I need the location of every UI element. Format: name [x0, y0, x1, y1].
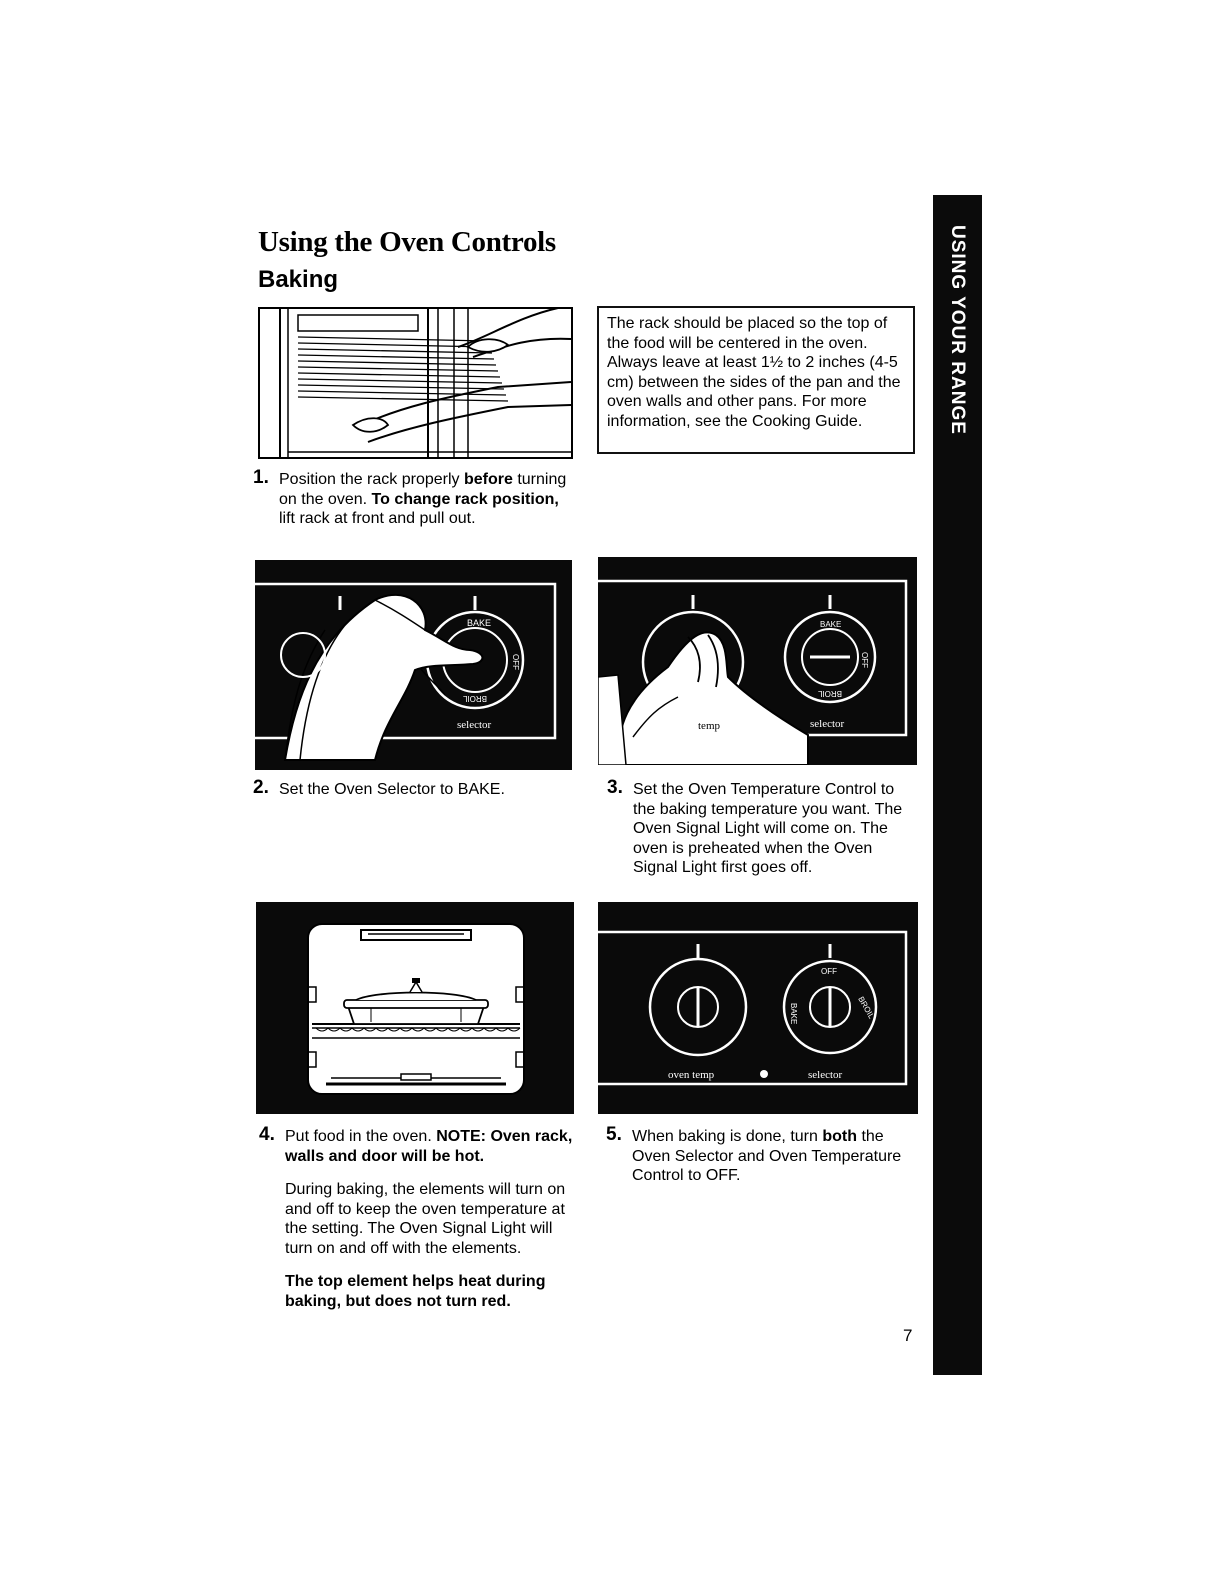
- page-title: Using the Oven Controls: [258, 226, 556, 258]
- signal-light-icon: [760, 1070, 768, 1078]
- dial-broil-label: BROIL: [817, 689, 842, 698]
- step-4: [259, 1124, 579, 1325]
- dial-off-label: OFF: [860, 652, 869, 668]
- step-1: [253, 467, 573, 529]
- figure-controls-off: [598, 902, 918, 1114]
- section-subtitle: Baking: [258, 266, 339, 293]
- dial-off-label: OFF: [821, 967, 837, 976]
- step-2: [253, 777, 573, 800]
- controls-off-illustration: [598, 902, 918, 1114]
- dial-broil-label: BROIL: [856, 995, 877, 1021]
- oven-temp-label: oven temp: [668, 1069, 715, 1081]
- rack-placement-note: The rack should be placed so the top of the food will be centered in the oven. Always leave at least 1½ to 2 inches (4-5 cm) between the sides of the pan and the oven walls and other pans. For more information, see the Cooking Guide.: [597, 306, 915, 454]
- oven-interior-illustration: [256, 902, 574, 1114]
- dial-bake-label: BAKE: [820, 620, 842, 629]
- step-number: 4.: [259, 1124, 275, 1145]
- figure-selector-bake: [255, 560, 572, 770]
- step-4-para-2: During baking, the elements will turn on and off to keep the oven temperature at the setting. The Oven Signal Light will turn on and off with the elements.: [285, 1181, 566, 1257]
- temperature-illustration: [598, 557, 917, 765]
- step-text: Set the Oven Selector to BAKE.: [279, 781, 505, 798]
- figure-rack-position: [258, 307, 573, 459]
- step-number: 3.: [607, 777, 623, 798]
- step-4-para-1: Put food in the oven. NOTE: Oven rack, walls and door will be hot.: [285, 1128, 573, 1165]
- selector-label: selector: [808, 1069, 843, 1081]
- side-tab: [933, 195, 982, 1375]
- step-text: Set the Oven Temperature Control to the baking temperature you want. The Oven Signal Light will come on. The oven is preheated when the Oven Signal Light first goes off.: [633, 781, 903, 876]
- selector-label: selector: [457, 719, 492, 731]
- dial-bake-label: BAKE: [467, 618, 492, 628]
- step-text: Position the rack properly before turning on the oven. To change rack position, lift rack at front and pull out.: [279, 471, 567, 527]
- rack-illustration: [258, 307, 573, 459]
- step-text: [285, 1127, 579, 1311]
- step-4-para-3: The top element helps heat during baking, but does not turn red.: [285, 1273, 546, 1310]
- step-3: [607, 777, 912, 878]
- figure-temperature-control: [598, 557, 917, 765]
- step-number: 5.: [606, 1124, 622, 1145]
- temp-label: temp: [698, 720, 720, 732]
- selector-illustration: [255, 560, 572, 770]
- step-number: 1.: [253, 467, 269, 488]
- page-number: 7: [903, 1326, 913, 1345]
- dial-broil-label: BROIL: [462, 694, 487, 703]
- dial-off-label: OFF: [511, 654, 520, 670]
- step-number: 2.: [253, 777, 269, 798]
- selector-label: selector: [810, 718, 845, 730]
- step-5: [606, 1124, 911, 1186]
- step-text: When baking is done, turn both the Oven Selector and Oven Temperature Control to OFF.: [632, 1128, 902, 1184]
- figure-food-in-oven: [256, 902, 574, 1114]
- side-tab-label: USING YOUR RANGE: [947, 225, 968, 435]
- dial-bake-label: BAKE: [789, 1003, 798, 1025]
